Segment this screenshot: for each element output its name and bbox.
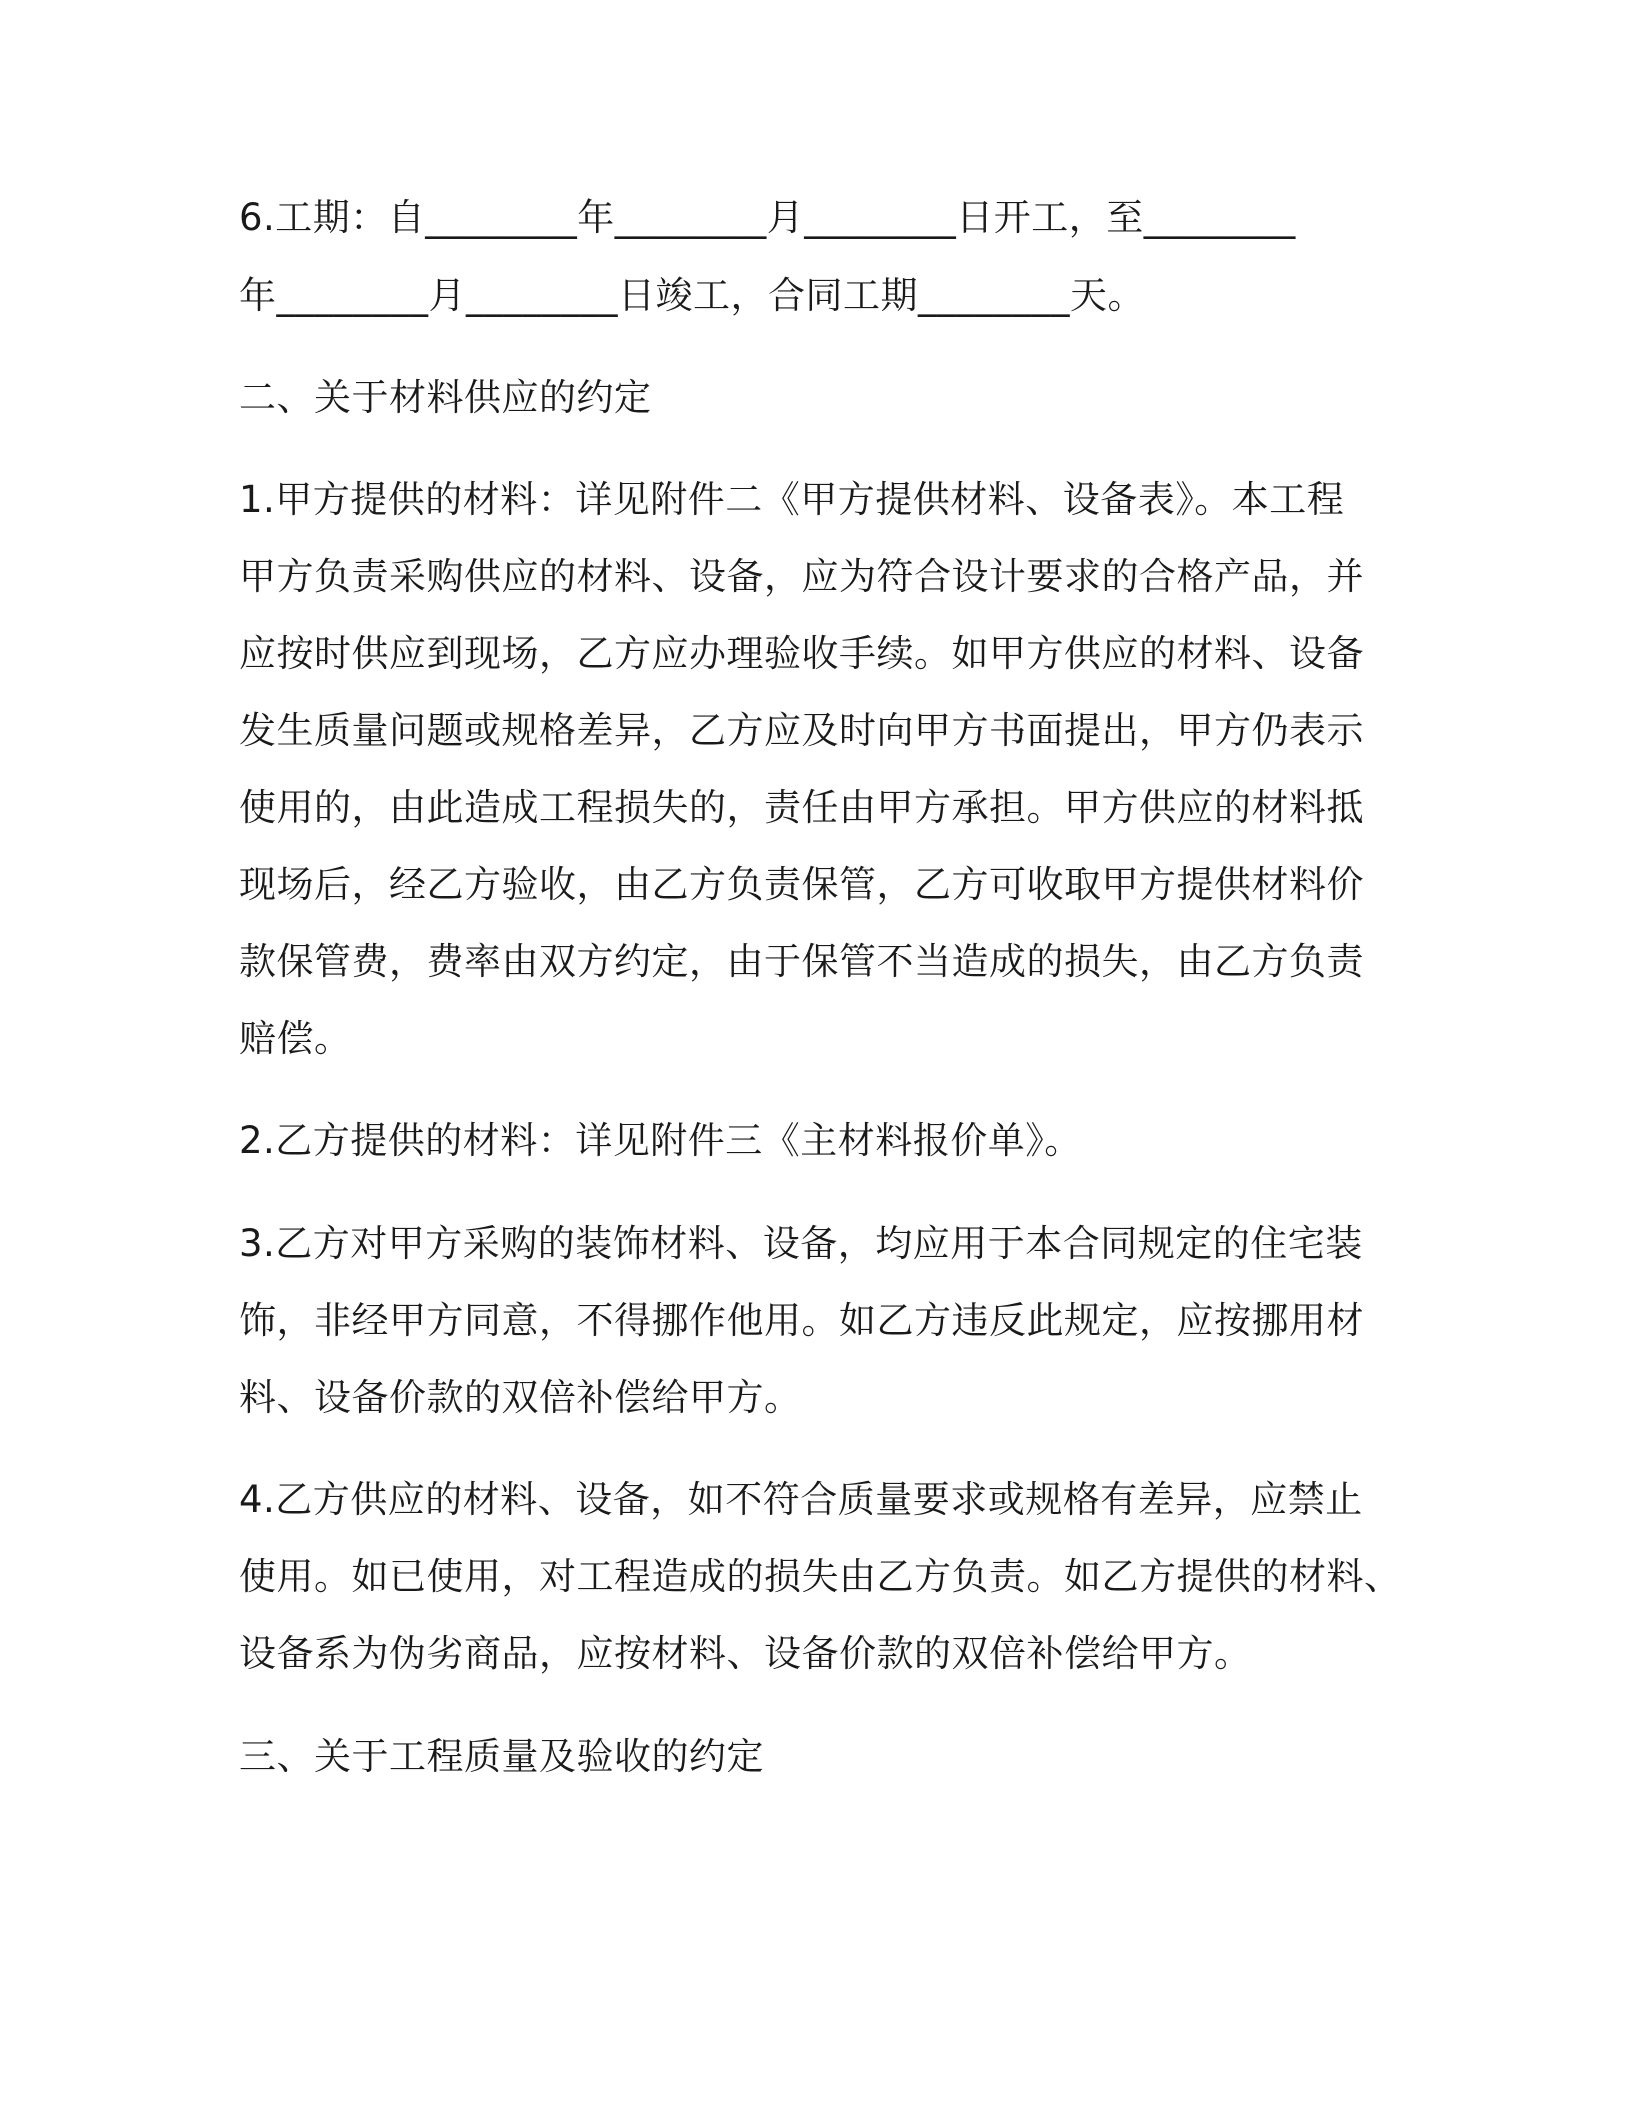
text-line: 甲方负责采购供应的材料、设备，应为符合设计要求的合格产品，并 [239,555,1364,598]
text-line: 使用。如已使用，对工程造成的损失由乙方负责。如乙方提供的材料、 [239,1555,1402,1598]
text-line: 赔偿。 [239,1017,352,1060]
text-line: 应按时供应到现场，乙方应办理验收手续。如甲方供应的材料、设备 [239,632,1364,675]
text-line: 发生质量问题或规格差异，乙方应及时向甲方书面提出，甲方仍表示 [239,709,1364,752]
text-line: 1.甲方提供的材料：详见附件二《甲方提供材料、设备表》。本工程 [239,478,1345,521]
text-line: 年________月________日竣工，合同工期________天。 [239,274,1145,317]
text-line: 款保管费，费率由双方约定，由于保管不当造成的损失，由乙方负责 [239,940,1364,983]
text-line: 饰，非经甲方同意，不得挪作他用。如乙方违反此规定，应按挪用材 [239,1299,1364,1342]
text-line: 料、设备价款的双倍补偿给甲方。 [239,1376,802,1419]
section-heading: 三、关于工程质量及验收的约定 [239,1735,764,1778]
text-line: 6.工期：自________年________月________日开工，至________ [239,196,1296,239]
text-line: 3.乙方对甲方采购的装饰材料、设备，均应用于本合同规定的住宅装 [239,1222,1363,1265]
text-line: 现场后，经乙方验收，由乙方负责保管，乙方可收取甲方提供材料价 [239,863,1364,906]
text-line: 使用的，由此造成工程损失的，责任由甲方承担。甲方供应的材料抵 [239,786,1364,829]
text-line: 4.乙方供应的材料、设备，如不符合质量要求或规格有差异，应禁止 [239,1478,1363,1521]
text-line: 设备系为伪劣商品，应按材料、设备价款的双倍补偿给甲方。 [239,1632,1252,1675]
section-heading: 二、关于材料供应的约定 [239,376,652,419]
text-line: 2.乙方提供的材料：详见附件三《主材料报价单》。 [239,1119,1082,1162]
